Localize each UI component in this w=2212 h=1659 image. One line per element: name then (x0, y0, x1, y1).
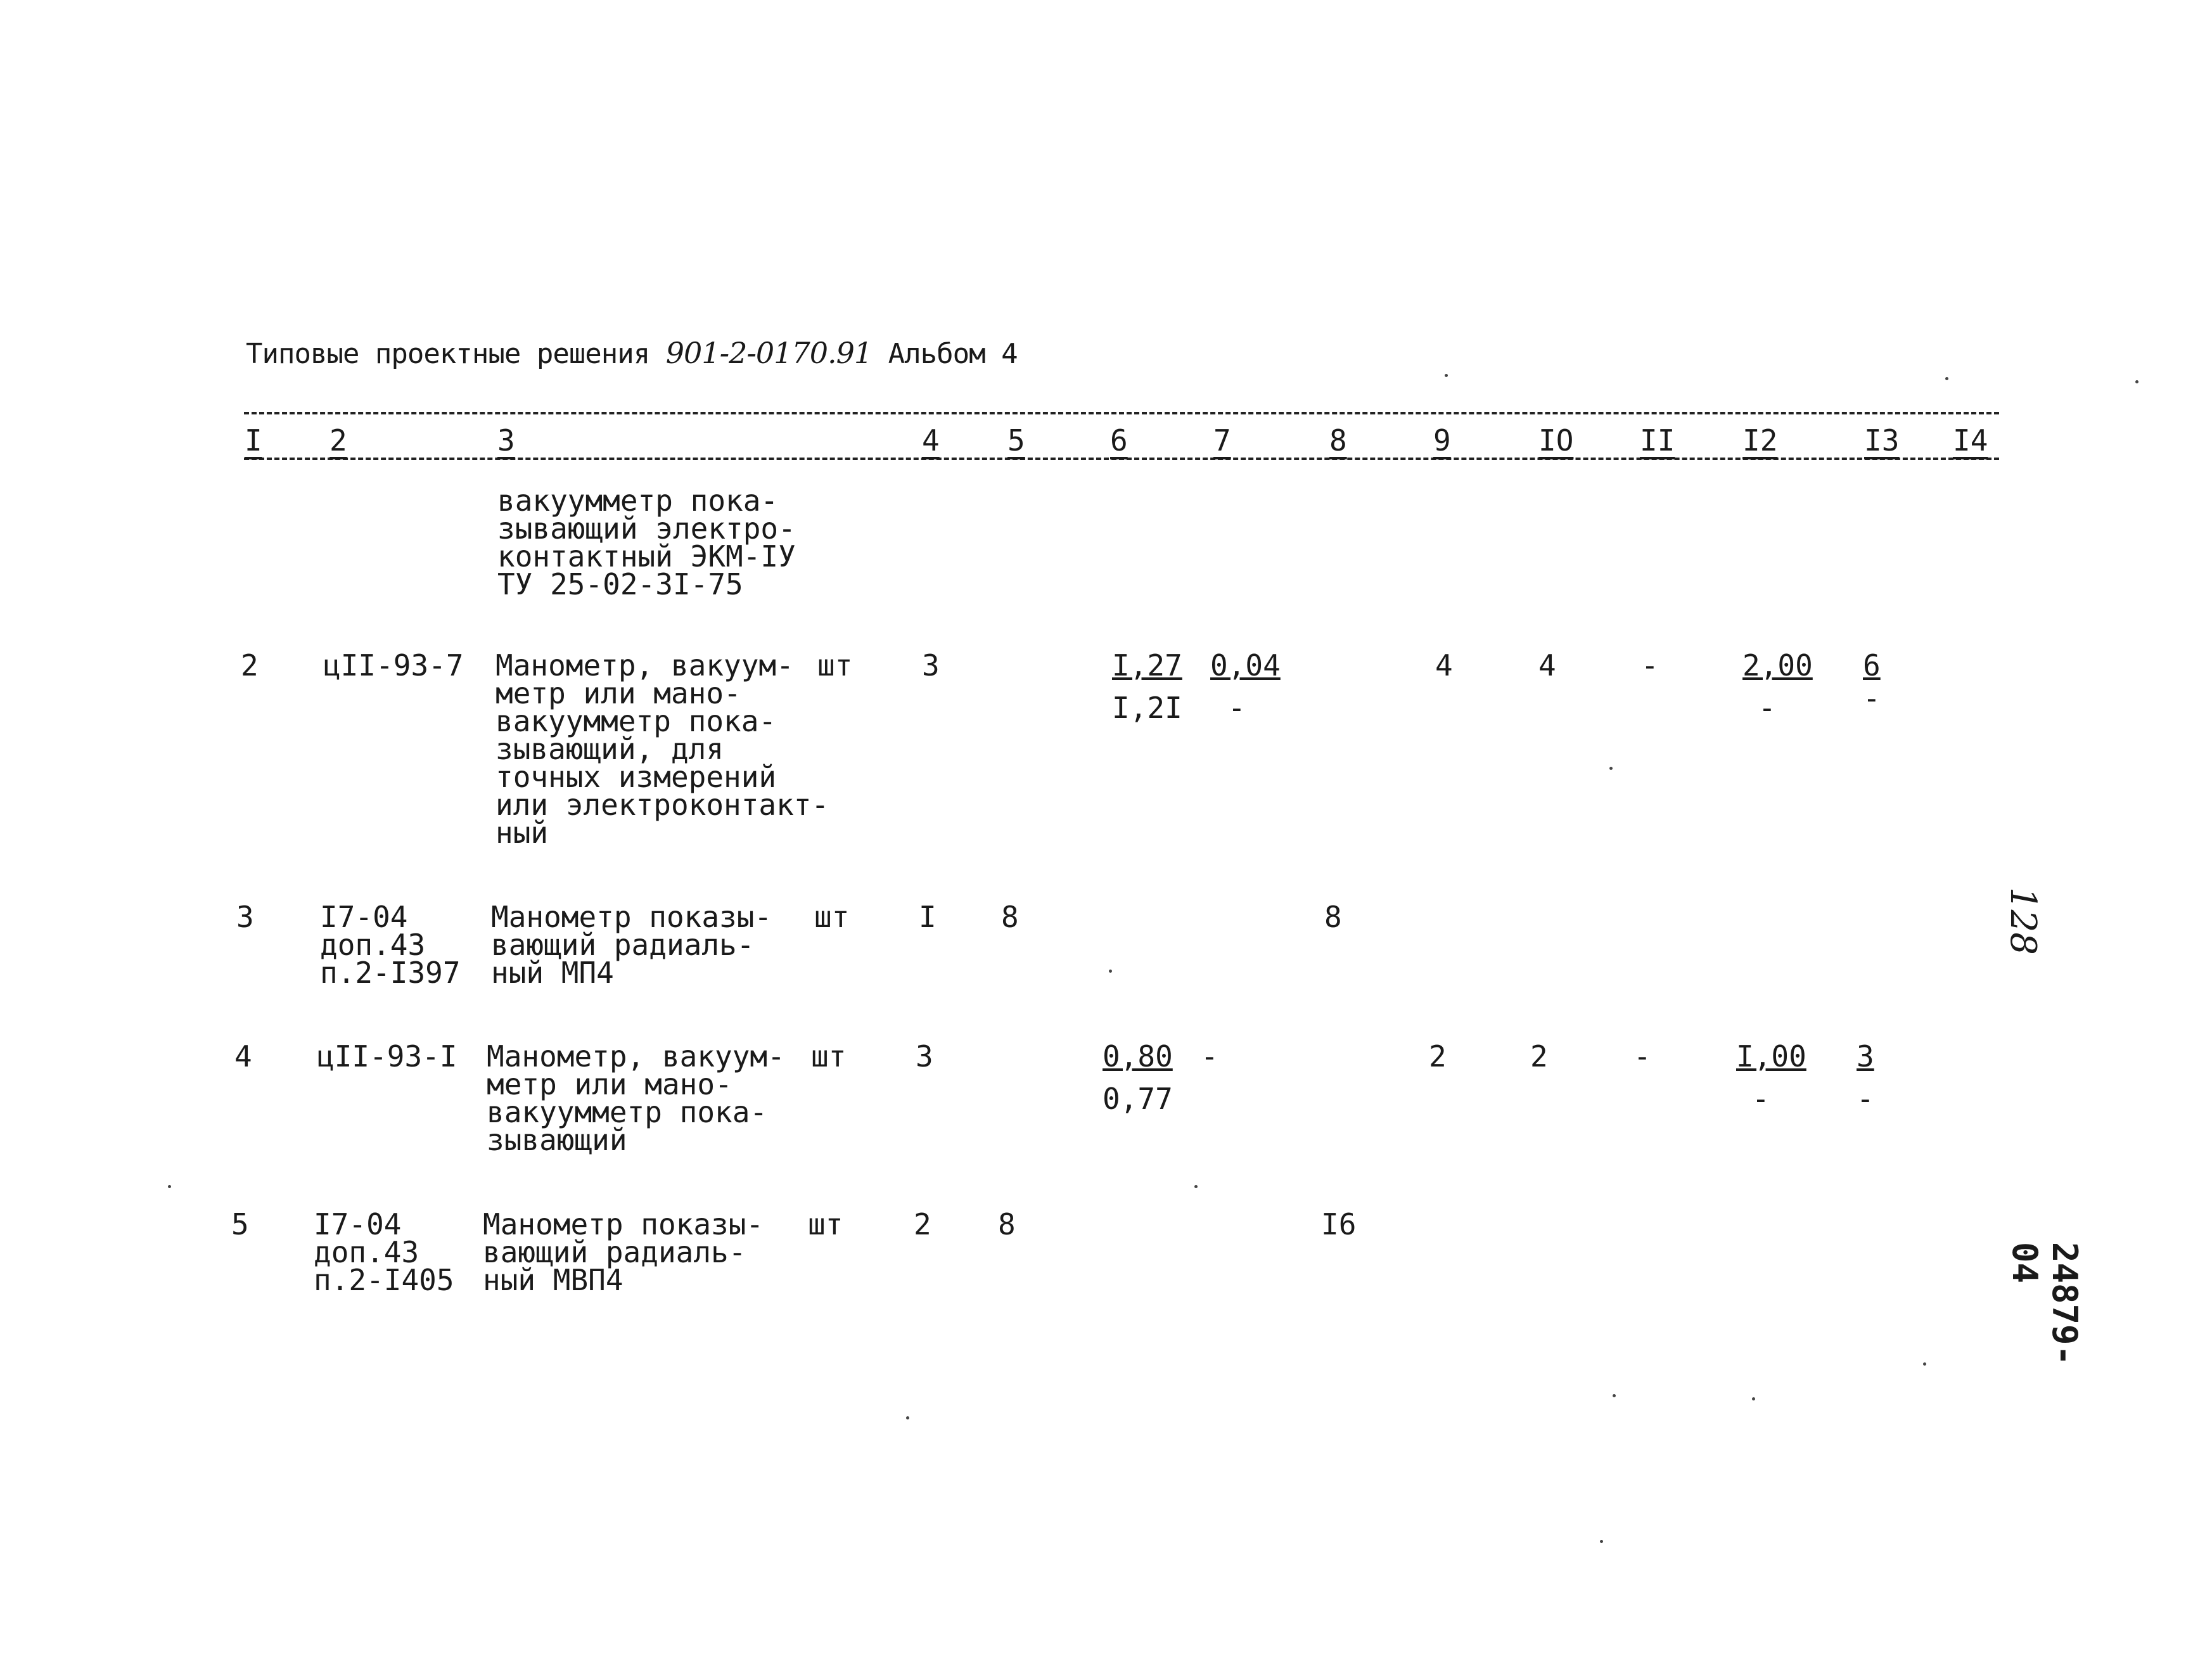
row-3-c8: 8 (1324, 900, 1342, 934)
row-4-c12-bottom: - (1752, 1082, 1770, 1116)
col-header-9: 9 (1433, 423, 1451, 458)
row-2-c12-bottom: - (1758, 691, 1776, 725)
row-3-c5: 8 (1001, 900, 1019, 934)
scan-speck (1613, 1394, 1616, 1397)
scan-speck (1194, 1185, 1198, 1188)
row-4-c13-bottom: - (1857, 1082, 1874, 1116)
row-2-c6-bottom: I,2I (1112, 691, 1182, 725)
row-2-c7-bottom: - (1228, 691, 1246, 725)
scan-speck (168, 1185, 171, 1188)
row-5-c4: 2 (914, 1207, 931, 1241)
col-header-2: 2 (329, 423, 347, 458)
row-4-num: 4 (234, 1039, 252, 1073)
row-3-c4: I (919, 900, 937, 934)
scan-speck (1923, 1362, 1926, 1366)
document-number: 24879-04 (2005, 1242, 2085, 1366)
col-header-4: 4 (922, 423, 940, 458)
row-4-c6-top: 0,80 (1103, 1039, 1173, 1073)
row-4-c7-top: - (1201, 1039, 1218, 1073)
row-2-c4: 3 (922, 648, 940, 682)
row-2-c7-top: 0,04 (1210, 648, 1281, 682)
scan-speck (906, 1416, 909, 1419)
continuation-text: вакуумметр пока- зывающий электро- контактный ЭКМ-IУ ТУ 25-02-3I-75 (497, 484, 796, 601)
row-4-c12-top: I,00 (1736, 1039, 1806, 1073)
col-header-1: I (245, 423, 262, 458)
table-top-rule (244, 412, 1999, 414)
col-header-7: 7 (1213, 423, 1231, 458)
row-3-code: I7-04 доп.43 п.2-I397 (320, 900, 461, 990)
scan-speck (1445, 374, 1448, 377)
row-2-c6-top: I,27 (1112, 648, 1182, 682)
col-header-5: 5 (1007, 423, 1025, 458)
row-2-c9: 4 (1435, 648, 1453, 682)
row-2-code: цII-93-7 (323, 648, 464, 682)
scan-speck (1752, 1397, 1755, 1400)
row-5-c5: 8 (998, 1207, 1016, 1241)
row-4-c4: 3 (916, 1039, 933, 1073)
scan-speck (1945, 377, 1948, 380)
row-4-c11: - (1633, 1039, 1651, 1073)
row-2-c12-top: 2,00 (1742, 648, 1813, 682)
row-2-c13-top: 6 (1863, 648, 1881, 682)
col-header-14: I4 (1953, 423, 1988, 458)
document-header (246, 336, 1018, 370)
scan-speck (1609, 767, 1613, 770)
row-4-c10: 2 (1530, 1039, 1548, 1073)
page-number-handwritten: 128 (2002, 887, 2043, 955)
table-header-rule (244, 458, 1999, 460)
row-5-c8: I6 (1321, 1207, 1357, 1241)
col-header-11: II (1640, 423, 1675, 458)
row-2-unit: шт (817, 648, 853, 682)
col-header-8: 8 (1329, 423, 1347, 458)
header-prefix: Типовые проектные решения (246, 338, 650, 370)
scan-speck (1109, 970, 1112, 973)
row-3-num: 3 (236, 900, 254, 934)
scan-speck (1600, 1540, 1603, 1543)
header-suffix: Альбом 4 (888, 338, 1018, 370)
row-4-code: цII-93-I (317, 1039, 457, 1073)
row-2-c10: 4 (1538, 648, 1556, 682)
col-header-13: I3 (1864, 423, 1900, 458)
col-header-6: 6 (1110, 423, 1128, 458)
row-5-unit: шт (808, 1207, 843, 1241)
row-2-c13-bottom: - (1863, 681, 1881, 715)
row-5-num: 5 (231, 1207, 249, 1241)
col-header-10: IO (1538, 423, 1574, 458)
row-2-name: Манометр, вакуум- метр или мано- вакуумметр пока- зывающий, для точных измерений или электроконтакт- ный (495, 648, 829, 850)
row-4-unit: шт (811, 1039, 847, 1073)
row-3-name: Манометр показы- вающий радиаль- ный МП4 (491, 900, 772, 990)
row-4-c6-bottom: 0,77 (1103, 1082, 1173, 1116)
row-2-num: 2 (241, 648, 259, 682)
row-5-code: I7-04 доп.43 п.2-I405 (314, 1207, 454, 1297)
header-code: 901-2-0170.91 (665, 336, 873, 370)
row-4-c9: 2 (1429, 1039, 1447, 1073)
row-2-c11: - (1641, 648, 1659, 682)
scan-speck (2135, 380, 2138, 383)
row-4-c13-top: 3 (1857, 1039, 1874, 1073)
row-5-name: Манометр показы- вающий радиаль- ный МВП4 (483, 1207, 764, 1297)
row-3-unit: шт (814, 900, 850, 934)
row-4-name: Манометр, вакуум- метр или мано- вакуумметр пока- зывающий (487, 1039, 785, 1157)
col-header-12: I2 (1742, 423, 1778, 458)
col-header-3: 3 (497, 423, 515, 458)
